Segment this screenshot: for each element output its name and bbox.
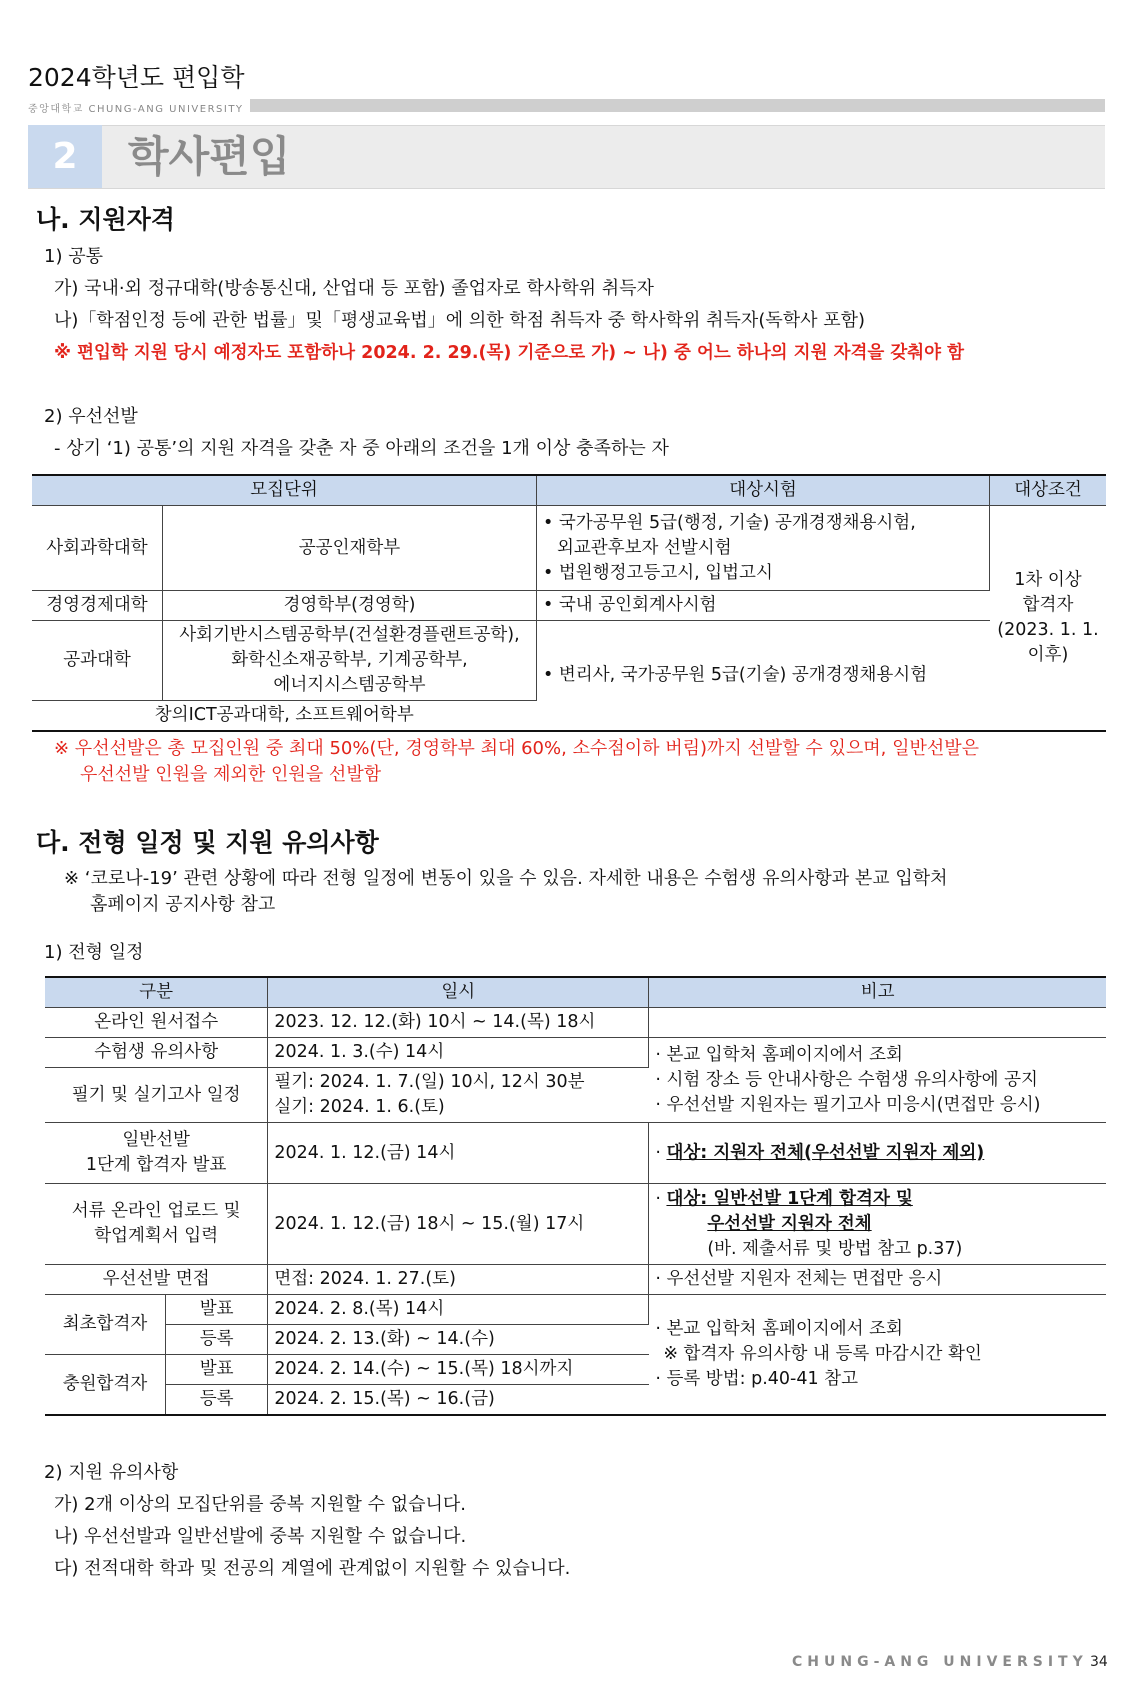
dept-eng-line2: 화학신소재공학부, 기계공학부, <box>231 650 468 670</box>
note-final-line1: · 본교 입학처 홈페이지에서 조회 <box>655 1319 903 1339</box>
date-stage1-announce: 2024. 1. 12.(금) 14시 <box>268 1123 649 1184</box>
note-ge-line1: · 본교 입학처 홈페이지에서 조회 <box>655 1044 903 1065</box>
note-stage1-text: 대상: 지원자 전체(우선선발 지원자 제외) <box>666 1142 985 1163</box>
common-title: 1) 공통 <box>44 246 103 267</box>
note-document-upload: · 대상: 일반선발 1단계 합격자 및 우선선발 지원자 전체 (바. 제출서류 및 방법 참고 p.37) <box>649 1184 1106 1265</box>
condition-line2: 합격자 <box>1022 595 1074 615</box>
dept-eng-line1: 사회기반시스템공학부(건설환경플랜트공학), <box>179 625 520 645</box>
date-interview: 면접: 2024. 1. 27.(토) <box>268 1265 649 1295</box>
date-written-line1: 필기: 2024. 1. 7.(일) 10시, 12시 30분 <box>274 1072 585 1092</box>
qualification-heading: 나. 지원자격 <box>36 205 175 234</box>
common-item-b: 나)「학점인정 등에 관한 법률」및「평생교육법」에 의한 학점 취득자 중 학사학위 취득자(독학사 포함) <box>54 310 866 331</box>
exam-row1-line1: • 국가공무원 5급(행정, 기술) 공개경쟁채용시험, <box>543 512 916 533</box>
section-number: 2 <box>28 125 102 188</box>
university-logo-text: 중앙대학교 CHUNG-ANG UNIVERSITY <box>28 104 244 115</box>
row-written-exam: 필기 및 실기고사 일정 <box>45 1068 268 1123</box>
date-add-announce: 2024. 2. 14.(수) ~ 15.(목) 18시까지 <box>268 1355 649 1385</box>
upload-line1: 서류 온라인 업로드 및 <box>71 1201 241 1221</box>
condition-cell <box>990 506 1107 732</box>
stage1-line2: 1단계 합격자 발표 <box>85 1155 227 1175</box>
add-register-label: 등록 <box>166 1385 268 1416</box>
date-online-apply: 2023. 12. 12.(화) 10시 ~ 14.(목) 18시 <box>268 1008 649 1038</box>
caution-item-c: 다) 전적대학 학과 및 전공의 계열에 관계없이 지원할 수 있습니다. <box>54 1558 571 1579</box>
header-division: 구분 <box>45 977 268 1008</box>
exam-cell-row1 <box>537 506 990 591</box>
caution-item-a: 가) 2개 이상의 모집단위를 중복 지원할 수 없습니다. <box>54 1494 467 1515</box>
header-divider <box>250 99 1105 112</box>
note-upload-line3: (바. 제출서류 및 방법 참고 p.37) <box>707 1238 963 1259</box>
preferred-note-line1: ※ 우선선발은 총 모집인원 중 최대 50%(단, 경영학부 최대 60%, 소수점이하 버림)까지 선발할 수 있으며, 일반선발은 <box>54 738 980 759</box>
college-social-science: 사회과학대학 <box>32 506 163 591</box>
header-date: 일시 <box>268 977 649 1008</box>
note-online-apply <box>649 1008 1106 1038</box>
preferred-title: 2) 우선선발 <box>44 406 138 427</box>
preferred-description: - 상기 ‘1) 공통’의 지원 자격을 갖춘 자 중 아래의 조건을 1개 이상 충족하는 자 <box>54 438 669 459</box>
date-written-exam <box>268 1068 649 1123</box>
schedule-heading: 다. 전형 일정 및 지원 유의사항 <box>36 828 379 857</box>
header-condition: 대상조건 <box>990 475 1107 506</box>
header-note: 비고 <box>649 977 1106 1008</box>
dept-engineering <box>163 621 537 701</box>
college-business: 경영경제대학 <box>32 591 163 621</box>
add-announce-label: 발표 <box>166 1355 268 1385</box>
college-engineering: 공과대학 <box>32 621 163 701</box>
row-interview: 우선선발 면접 <box>45 1265 268 1295</box>
row-additional-pass: 충원합격자 <box>45 1355 166 1416</box>
date-add-register: 2024. 2. 15.(목) ~ 16.(금) <box>268 1385 649 1416</box>
section-title: 학사편입 <box>128 132 291 181</box>
condition-line4: 이후) <box>1027 645 1069 665</box>
date-guidelines: 2024. 1. 3.(수) 14시 <box>268 1038 649 1068</box>
row-guidelines: 수험생 유의사항 <box>45 1038 268 1068</box>
note-final-add <box>649 1295 1106 1416</box>
page-number: 34 <box>1090 1654 1108 1670</box>
dept-business: 경영학부(경영학) <box>163 591 537 621</box>
date-document-upload: 2024. 1. 12.(금) 18시 ~ 15.(월) 17시 <box>268 1184 649 1265</box>
header-exam: 대상시험 <box>537 475 990 506</box>
row-stage1-announce <box>45 1123 268 1184</box>
final-announce-label: 발표 <box>166 1295 268 1325</box>
dept-public-talent: 공공인재학부 <box>163 506 537 591</box>
note-final-line3: · 등록 방법: p.40-41 참고 <box>655 1369 858 1389</box>
covid-note-line1: ※ ‘코로나-19’ 관련 상황에 따라 전형 일정에 변동이 있을 수 있음. 자세한 내용은 수험생 유의사항과 본교 입학처 <box>64 868 948 889</box>
condition-line1: 1차 이상 <box>1014 570 1082 590</box>
preferred-note-line2: 우선선발 인원을 제외한 인원을 선발함 <box>80 764 382 785</box>
note-ge-line2: · 시험 장소 등 안내사항은 수험생 유의사항에 공지 <box>655 1069 1038 1090</box>
unit-ict-software: 창의ICT공과대학, 소프트웨어학부 <box>32 701 537 732</box>
common-note: ※ 편입학 지원 당시 예정자도 포함하나 2024. 2. 29.(목) 기준으로 가) ~ 나) 중 어느 하나의 지원 자격을 갖춰야 함 <box>54 343 965 363</box>
upload-line2: 학업계획서 입력 <box>94 1226 219 1246</box>
preferred-selection-table <box>32 474 1106 732</box>
row-final-pass: 최초합격자 <box>45 1295 166 1355</box>
note-interview: · 우선선발 지원자 전체는 면접만 응시 <box>649 1265 1106 1295</box>
date-final-announce: 2024. 2. 8.(목) 14시 <box>268 1295 649 1325</box>
exam-cpa: • 국내 공인회계사시험 <box>537 591 990 621</box>
document-title: 2024학년도 편입학 <box>28 63 245 92</box>
note-stage1-announce: · 대상: 지원자 전체(우선선발 지원자 제외) <box>649 1123 1106 1184</box>
date-final-register: 2024. 2. 13.(화) ~ 14.(수) <box>268 1325 649 1355</box>
condition-line3: (2023. 1. 1. <box>997 620 1099 640</box>
exam-row1-line3: • 법원행정고등고시, 입법고시 <box>543 562 773 583</box>
row-document-upload <box>45 1184 268 1265</box>
exam-row1-line2: 외교관후보자 선발시험 <box>557 537 732 558</box>
row-online-apply: 온라인 원서접수 <box>45 1008 268 1038</box>
covid-note-line2: 홈페이지 공지사항 참고 <box>90 894 276 915</box>
exam-patent: • 변리사, 국가공무원 5급(기술) 공개경쟁채용시험 <box>537 621 990 732</box>
schedule-table <box>45 976 1106 1416</box>
date-written-line2: 실기: 2024. 1. 6.(토) <box>274 1097 445 1117</box>
final-register-label: 등록 <box>166 1325 268 1355</box>
note-guidelines-exam <box>649 1038 1106 1123</box>
note-final-line2: ※ 합격자 유의사항 내 등록 마감시간 확인 <box>663 1344 982 1364</box>
dept-eng-line3: 에너지시스템공학부 <box>273 675 426 695</box>
stage1-line1: 일반선발 <box>122 1130 190 1150</box>
caution-item-b: 나) 우선선발과 일반선발에 중복 지원할 수 없습니다. <box>54 1526 467 1547</box>
schedule-subtitle: 1) 전형 일정 <box>44 942 144 963</box>
footer-brand: CHUNG-ANG UNIVERSITY <box>792 1654 1088 1670</box>
header-unit: 모집단위 <box>32 475 537 506</box>
caution-title: 2) 지원 유의사항 <box>44 1462 179 1483</box>
note-upload-line1: 대상: 일반선발 1단계 합격자 및 <box>666 1188 913 1209</box>
note-ge-line3: · 우선선발 지원자는 필기고사 미응시(면접만 응시) <box>655 1094 1041 1115</box>
note-upload-line2: 우선선발 지원자 전체 <box>707 1213 872 1234</box>
common-item-a: 가) 국내·외 정규대학(방송통신대, 산업대 등 포함) 졸업자로 학사학위 취득자 <box>54 278 654 299</box>
